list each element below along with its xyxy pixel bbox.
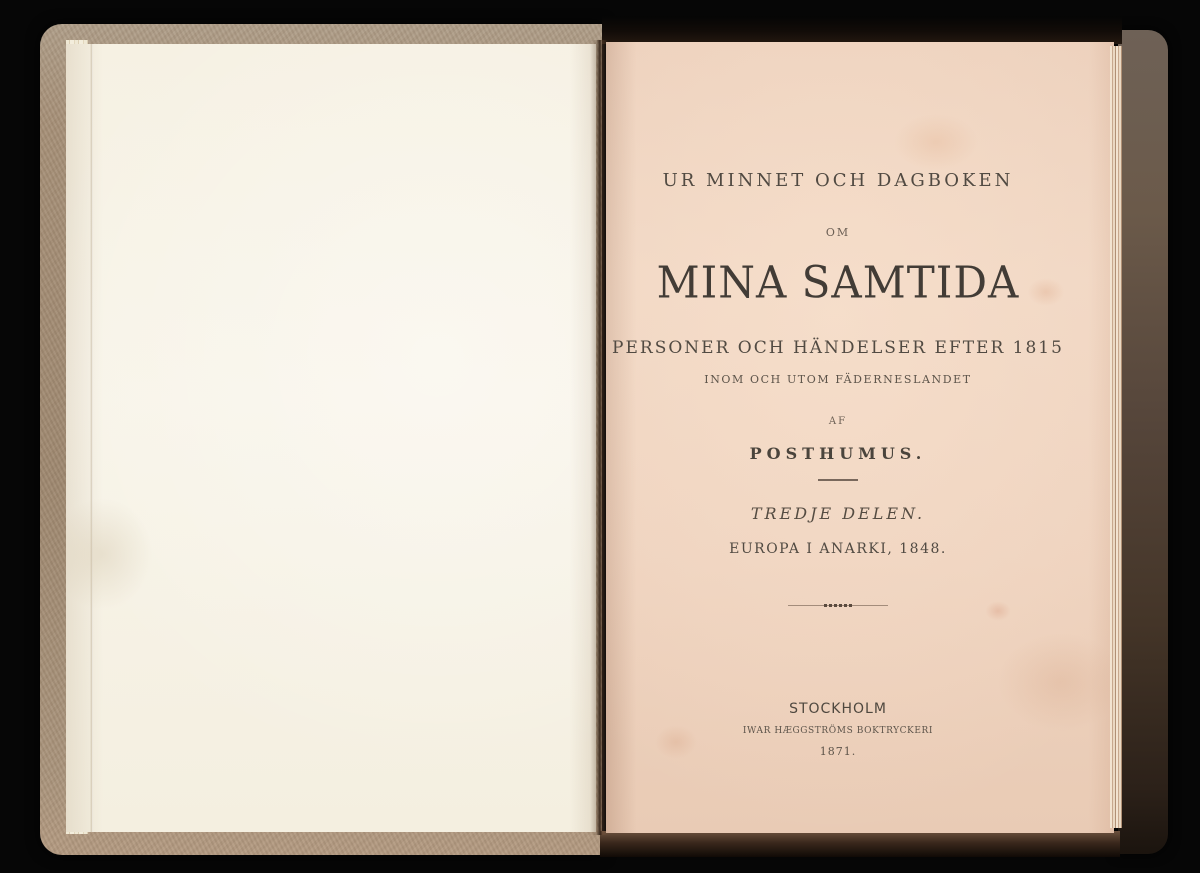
blank-left-page <box>66 44 596 832</box>
bottom-cover-shadow <box>600 831 1120 857</box>
series-title: UR MINNET OCH DAGBOKEN <box>662 170 1014 191</box>
subtitle-line-1: PERSONER OCH HÄNDELSER EFTER 1815 <box>612 338 1064 358</box>
imprint-city: STOCKHOLM <box>789 701 887 717</box>
decorative-rule-ornament <box>788 603 888 608</box>
subtitle-line-2: INOM OCH UTOM FÄDERNESLANDET <box>704 373 972 386</box>
page-crease <box>90 44 93 832</box>
byline-preposition: AF <box>828 416 848 427</box>
author-divider-rule <box>818 479 858 481</box>
imprint-printer: IWAR HÆGGSTRÖMS BOKTRYCKERI <box>742 726 934 736</box>
author-name: POSTHUMUS. <box>749 444 927 463</box>
right-cover <box>1118 30 1168 854</box>
part-subtitle: EUROPA I ANARKI, 1848. <box>729 541 947 557</box>
imprint-year: 1871. <box>819 745 857 758</box>
main-title: MINA SAMTIDA <box>656 257 1020 308</box>
title-page <box>606 42 1114 833</box>
conjunction-om: OM <box>825 226 851 239</box>
part-title: TREDJE DELEN. <box>750 504 926 523</box>
ornament-center-dashes <box>824 604 852 607</box>
right-page-stack-edges <box>1110 46 1122 828</box>
page-shading <box>66 474 186 634</box>
top-cover-shadow <box>602 16 1122 44</box>
